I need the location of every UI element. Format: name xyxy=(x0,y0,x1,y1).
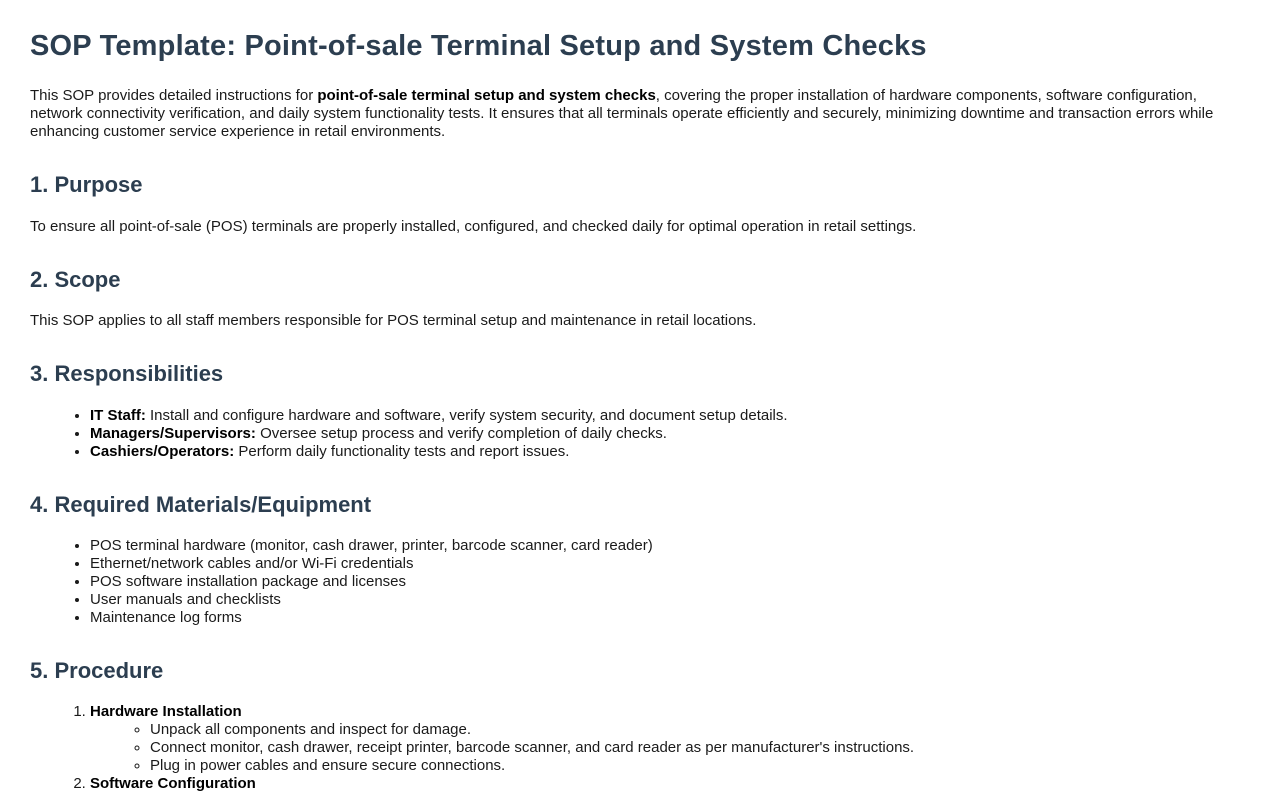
section-heading-responsibilities: 3. Responsibilities xyxy=(30,361,224,387)
procedure-step xyxy=(90,703,1233,775)
material-item: • User manuals and checklists xyxy=(90,591,1233,609)
section-heading-scope: 2. Scope xyxy=(30,266,121,292)
responsibility-role: Cashiers/Operators: xyxy=(90,442,235,460)
responsibility-text: Oversee setup process and verify completion of daily checks. xyxy=(255,424,667,442)
material-item: • Ethernet/network cables and/or Wi-Fi credentials xyxy=(90,555,1233,573)
section-heading-procedure: 5. Procedure xyxy=(30,657,164,683)
procedure-step xyxy=(90,775,1233,793)
purpose-text: To ensure all point-of-sale (POS) terminals are properly installed, configured, and checked daily for optimal operation in retail settings. xyxy=(30,217,917,235)
responsibility-item xyxy=(90,407,1233,425)
procedure-substep: ◦ Connect monitor, cash drawer, receipt printer, barcode scanner, and card reader as per manufacturer's instructions. xyxy=(150,739,1233,757)
section-heading-purpose: 1. Purpose xyxy=(30,172,143,198)
responsibility-item xyxy=(90,425,1233,443)
responsibility-role: Managers/Supervisors: xyxy=(90,424,256,442)
procedure-step-title: Software Configuration xyxy=(90,775,256,793)
procedure-substep: ◦ Unpack all components and inspect for damage. xyxy=(150,721,1233,739)
procedure-substep-list xyxy=(90,721,1233,775)
intro-text-after: , covering the proper installation of hardware components, software configuration, network connectivity verification, and daily system functionality tests. It ensures that all terminals operate efficiently and securely, minimizing downtime and transaction errors while enhancing customer service experience in retail environments. xyxy=(30,87,1214,141)
material-item: • Maintenance log forms xyxy=(90,609,1233,627)
responsibility-role: IT Staff: xyxy=(90,406,146,424)
section-heading-materials: 4. Required Materials/Equipment xyxy=(30,491,372,517)
document-title: SOP Template: Point-of-sale Terminal Setup and System Checks xyxy=(30,30,927,62)
procedure-list xyxy=(30,703,1233,793)
scope-text: This SOP applies to all staff members responsible for POS terminal setup and maintenance in retail locations. xyxy=(30,312,757,330)
responsibility-text: Perform daily functionality tests and report issues. xyxy=(234,442,570,460)
materials-list xyxy=(30,537,1233,627)
procedure-step-title: Hardware Installation xyxy=(90,703,242,721)
intro-paragraph xyxy=(30,87,1233,141)
intro-bold-phrase: point-of-sale terminal setup and system checks xyxy=(317,87,656,105)
intro-text-before: This SOP provides detailed instructions for xyxy=(30,87,318,105)
material-item: • POS terminal hardware (monitor, cash drawer, printer, barcode scanner, card reader) xyxy=(90,537,1233,555)
material-item: • POS software installation package and licenses xyxy=(90,573,1233,591)
responsibilities-list xyxy=(30,407,1233,461)
responsibility-item xyxy=(90,443,1233,461)
responsibility-text: Install and configure hardware and software, verify system security, and document setup details. xyxy=(145,406,788,424)
procedure-substep: ◦ Plug in power cables and ensure secure connections. xyxy=(150,757,1233,775)
